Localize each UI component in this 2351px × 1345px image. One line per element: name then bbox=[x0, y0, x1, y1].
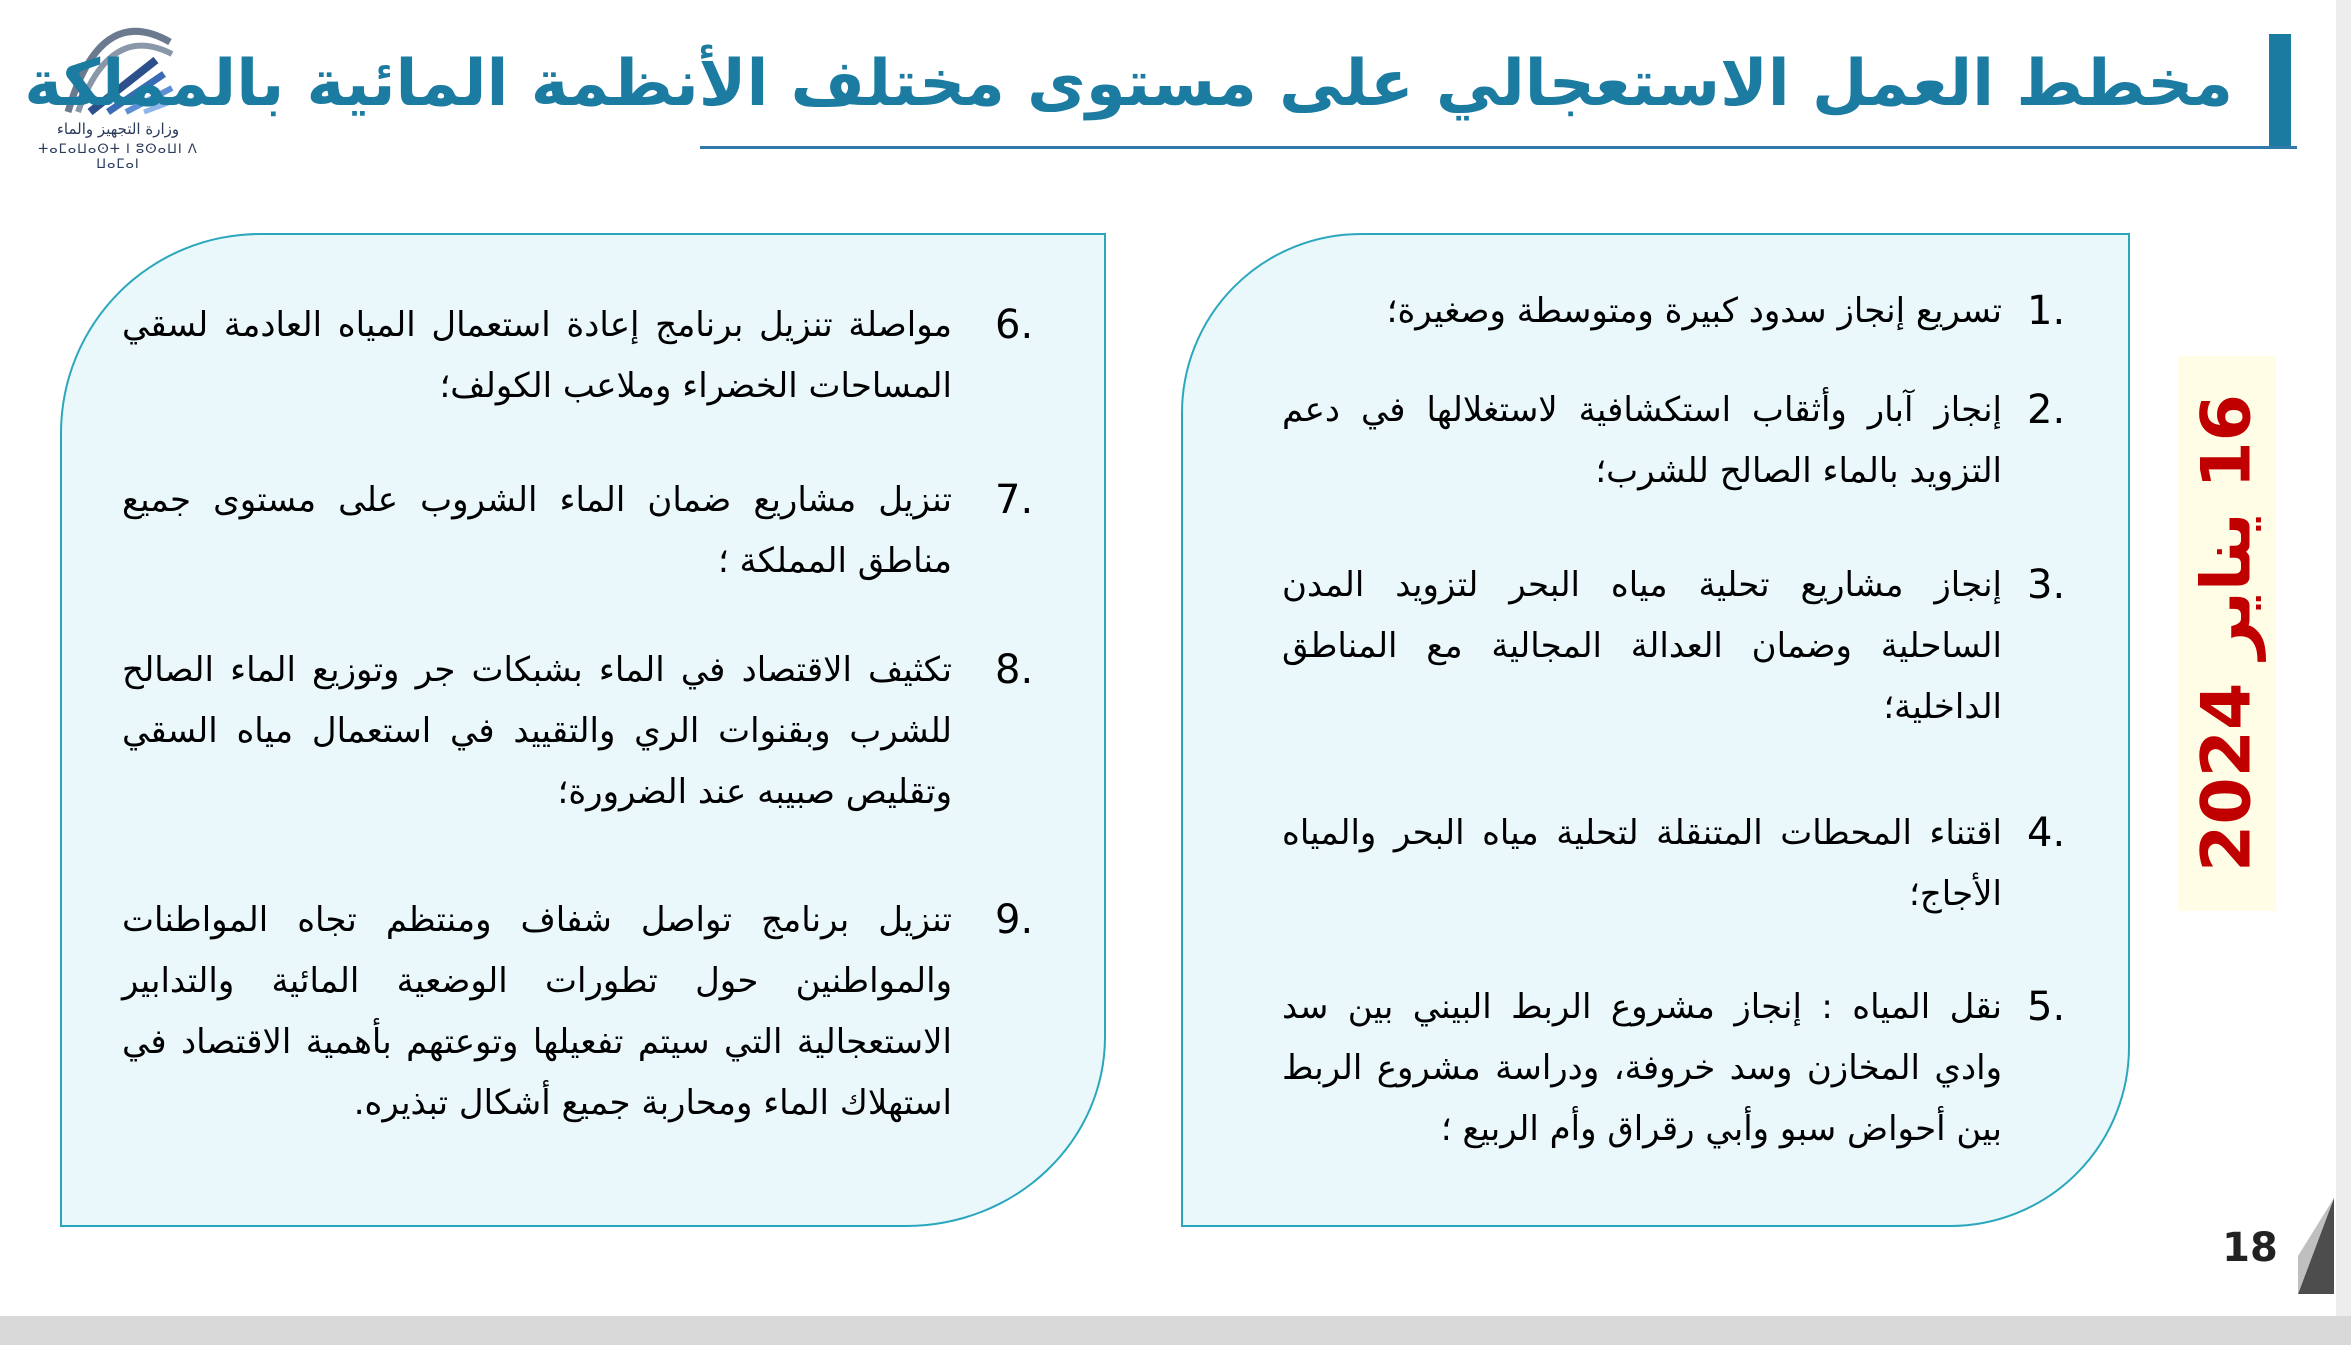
list-item-text: تسريع إنجاز سدود كبيرة ومتوسطة وصغيرة؛ bbox=[1386, 291, 2002, 331]
list-item-number: .7 bbox=[995, 477, 1034, 523]
list-item-text: نقل المياه : إنجاز مشروع الربط البيني بين سد وادي المخازن وسد خروفة، ودراسة مشروع الربط بين أحواض سبو وأبي رقراق وأم الربيع ؛ bbox=[1282, 987, 2002, 1149]
list-item-text: إنجاز مشاريع تحلية مياه البحر لتزويد المدن الساحلية وضمان العدالة المجالية مع المناطق الداخلية؛ bbox=[1282, 565, 2002, 727]
list-item-text: مواصلة تنزيل برنامج إعادة استعمال المياه العادمة لسقي المساحات الخضراء وملاعب الكولف؛ bbox=[122, 305, 952, 406]
date-label: 16 يناير 2024 bbox=[2187, 394, 2267, 872]
bottom-edge-band bbox=[0, 1316, 2351, 1345]
page-title: مخطط العمل الاستعجالي على مستوى مختلف الأنظمة المائية بالمملكة bbox=[24, 47, 2233, 121]
list-item-number: .5 bbox=[2027, 984, 2066, 1030]
list-item-1 bbox=[1282, 281, 2002, 342]
list-item-text: إنجاز آبار وأثقاب استكشافية لاستغلالها في دعم التزويد بالماء الصالح للشرب؛ bbox=[1282, 390, 2002, 491]
list-item-2 bbox=[1282, 380, 2002, 502]
title-underline bbox=[700, 146, 2297, 149]
list-item-3 bbox=[1282, 555, 2002, 738]
list-item-7 bbox=[122, 470, 952, 592]
list-item-number: .9 bbox=[995, 897, 1034, 943]
right-edge-band bbox=[2336, 0, 2351, 1316]
list-item-text: اقتناء المحطات المتنقلة لتحلية مياه البحر والمياه الأجاج؛ bbox=[1282, 813, 2002, 914]
title-accent-bar bbox=[2269, 34, 2291, 146]
list-item-6 bbox=[122, 295, 952, 417]
list-item-number: .4 bbox=[2027, 810, 2066, 856]
list-item-number: .8 bbox=[995, 647, 1034, 693]
list-item-number: .1 bbox=[2027, 288, 2066, 334]
list-item-number: .3 bbox=[2027, 562, 2066, 608]
logo-text-arabic: وزارة التجهيز والماء bbox=[56, 120, 180, 138]
list-item-9 bbox=[122, 890, 952, 1134]
logo-text-tifinagh: ⵜⴰⵎⴰⵡⴰⵙⵜ ⵏ ⵓⵙⴰⵡⵏ ⴷ ⵡⴰⵎⴰⵏ bbox=[38, 142, 198, 172]
list-item-8 bbox=[122, 640, 952, 823]
list-item-text: تنزيل برنامج تواصل شفاف ومنتظم تجاه المواطنات والمواطنين حول تطورات الوضعية المائية والتدابير الاستعجالية التي سيتم تفعيلها وتوعتهم بأهمية الاقتصاد في استهلاك الماء ومحاربة جميع أشكال تبذيره. bbox=[122, 900, 952, 1123]
list-item-5 bbox=[1282, 977, 2002, 1160]
list-item-number: .2 bbox=[2027, 387, 2066, 433]
page-number: 18 bbox=[2222, 1225, 2278, 1271]
list-item-text: تكثيف الاقتصاد في الماء بشبكات جر وتوزيع الماء الصالح للشرب وبقنوات الري والتقييد في استعمال مياه السقي وتقليص صبيبه عند الضرورة؛ bbox=[122, 650, 952, 812]
list-item-4 bbox=[1282, 803, 2002, 925]
page-corner-fold-icon bbox=[2296, 1196, 2336, 1296]
list-item-text: تنزيل مشاريع ضمان الماء الشروب على مستوى جميع مناطق المملكة ؛ bbox=[122, 480, 952, 581]
list-item-number: .6 bbox=[995, 302, 1034, 348]
